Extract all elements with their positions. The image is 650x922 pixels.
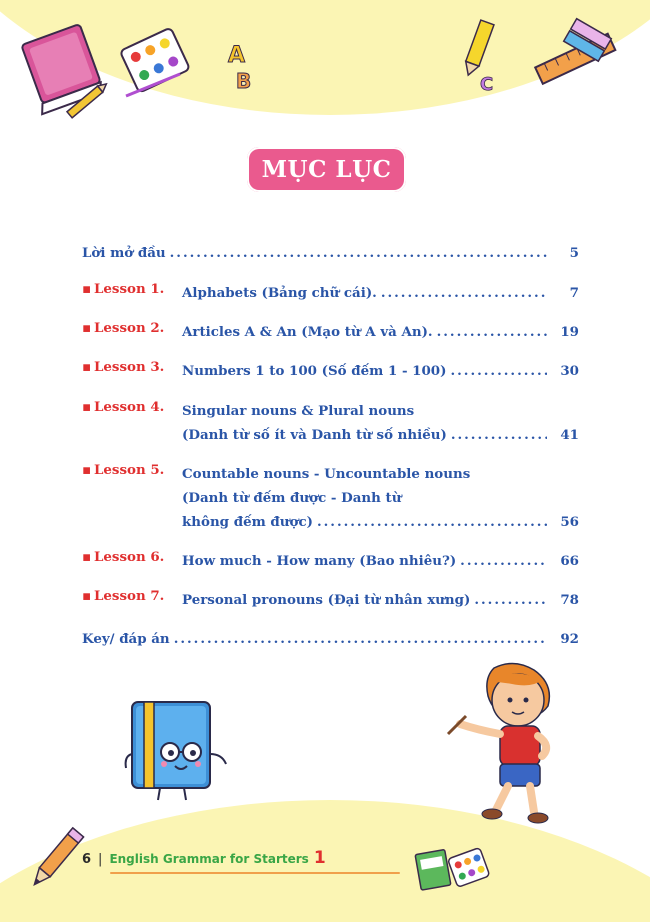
lesson-number: Lesson 3. (94, 359, 165, 375)
toc-lesson-7[interactable] (82, 588, 579, 612)
dot-leader (460, 549, 547, 573)
toc-lesson-6[interactable] (82, 549, 579, 573)
dot-leader (450, 359, 547, 383)
toc-key-page: 92 (560, 631, 579, 647)
lesson-page: 66 (560, 553, 579, 569)
dot-leader (317, 510, 547, 534)
pencils-ruler-icon (524, 16, 624, 96)
dot-leader (174, 627, 547, 651)
bullet-marker: ▪ (82, 549, 92, 565)
page-title: MỤC LỤC (247, 147, 406, 192)
bullet-marker: ▪ (82, 281, 92, 297)
svg-text:A: A (228, 43, 246, 68)
lesson-title: Alphabets (Bảng chữ cái). (182, 285, 377, 301)
lesson-title: How much - How many (Bao nhiêu?) (182, 553, 457, 569)
toc-key-label: Key/ đáp án (82, 631, 170, 647)
toc-lesson-5[interactable] (82, 462, 579, 534)
svg-text:B: B (236, 69, 252, 93)
lesson-page: 78 (560, 592, 579, 608)
dot-leader (170, 241, 547, 265)
notebook-palette-icon (412, 842, 492, 898)
lesson-subtitle: (Danh từ đếm được - Danh từ (182, 490, 402, 506)
lesson-number: Lesson 7. (94, 588, 165, 604)
toc-intro-label: Lời mở đầu (82, 245, 166, 261)
footer-book-title: English Grammar for Starters (109, 852, 309, 866)
dot-leader (381, 281, 547, 305)
toc-intro[interactable] (82, 241, 579, 265)
toc-lesson-3[interactable] (82, 359, 579, 383)
lesson-page: 56 (560, 514, 579, 530)
lesson-page: 7 (569, 285, 579, 301)
footer-page-number: 6 (82, 852, 92, 867)
dot-leader (451, 423, 547, 447)
toc-lesson-4[interactable] (82, 399, 579, 447)
lesson-page: 30 (560, 363, 579, 379)
book-character-illustration (122, 694, 237, 806)
lesson-title: Personal pronouns (Đại từ nhân xưng) (182, 592, 471, 608)
lesson-title: Countable nouns - Uncountable nouns (182, 466, 471, 482)
lesson-title: Numbers 1 to 100 (Số đếm 1 - 100) (182, 363, 447, 379)
lesson-number: Lesson 6. (94, 549, 165, 565)
paint-palette-icon (118, 22, 198, 102)
dot-leader (437, 320, 547, 344)
footer-separator: | (98, 852, 103, 867)
toc-key[interactable] (82, 627, 579, 651)
letter-c-pencil-icon (462, 16, 508, 96)
lesson-number: Lesson 2. (94, 320, 165, 336)
lesson-number: Lesson 5. (94, 462, 165, 478)
toc-intro-page: 5 (569, 245, 579, 261)
letter-blocks-icon (222, 40, 262, 96)
lesson-title: Singular nouns & Plural nouns (182, 403, 415, 419)
svg-text:C: C (480, 74, 494, 95)
toc-lesson-1[interactable] (82, 281, 579, 305)
footer-volume: 1 (313, 848, 326, 868)
bullet-marker: ▪ (82, 462, 92, 478)
lesson-subtitle: (Danh từ số ít và Danh từ số nhiều) (182, 427, 447, 443)
notebook-icon (14, 14, 114, 124)
lesson-number: Lesson 4. (94, 399, 165, 415)
lesson-page: 19 (560, 324, 579, 340)
toc-lesson-2[interactable] (82, 320, 579, 344)
page-footer (82, 848, 326, 872)
footer-underline (110, 872, 400, 874)
bullet-marker: ▪ (82, 320, 92, 336)
lesson-number: Lesson 1. (94, 281, 165, 297)
bullet-marker: ▪ (82, 588, 92, 604)
lesson-title: Articles A & An (Mạo từ A và An). (182, 324, 433, 340)
boy-character-illustration (442, 660, 562, 828)
dot-leader (474, 588, 547, 612)
bullet-marker: ▪ (82, 399, 92, 415)
lesson-page: 41 (560, 427, 579, 443)
pencil-icon (20, 820, 90, 900)
lesson-subtitle: không đếm được) (182, 514, 313, 530)
bullet-marker: ▪ (82, 359, 92, 375)
